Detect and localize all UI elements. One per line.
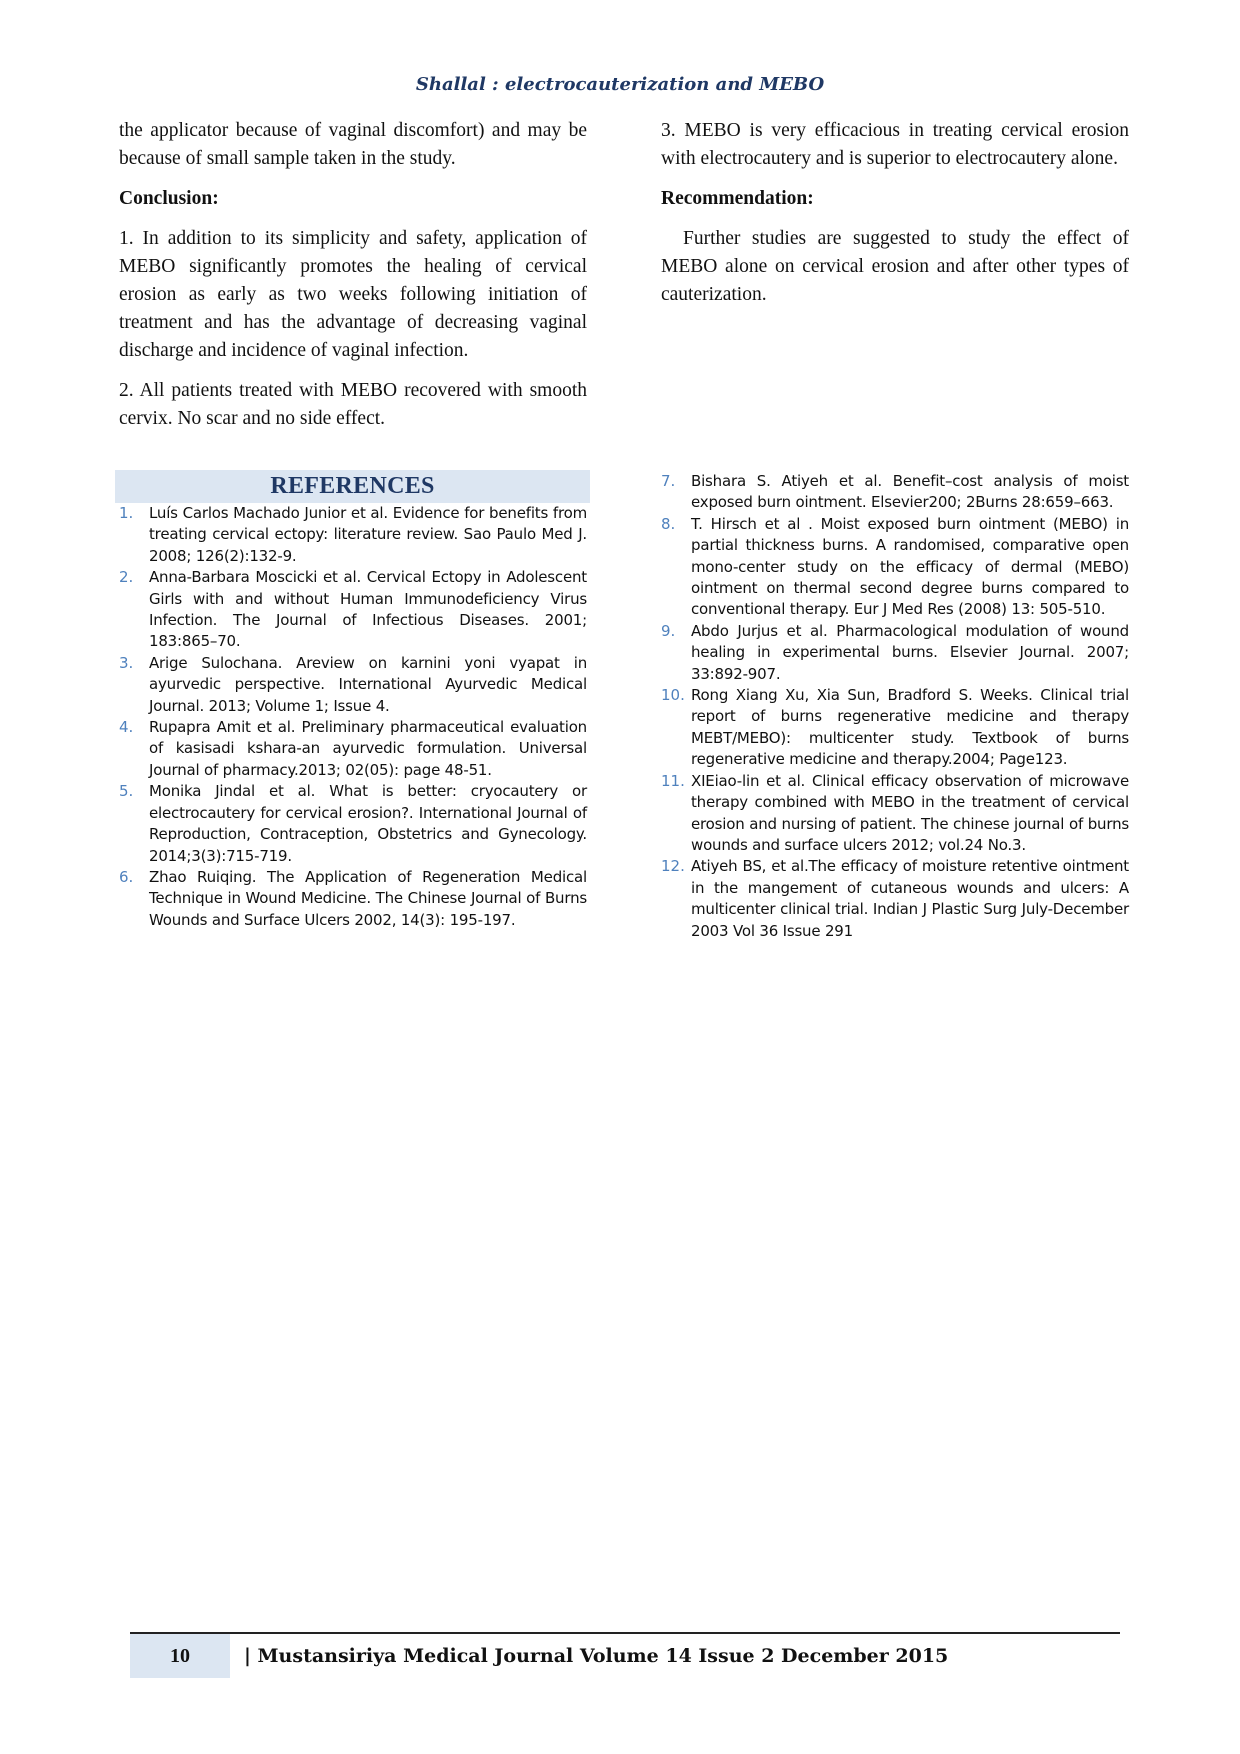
reference-item	[119, 781, 587, 867]
reference-number: 5.	[119, 782, 134, 801]
reference-number: 3.	[119, 653, 134, 672]
left-column-body	[119, 117, 587, 445]
conclusion-item-3: 3. MEBO is very efficacious in treating cervical erosion with electrocautery and is superior to electrocautery alone.	[661, 120, 1129, 169]
reference-item	[661, 471, 1129, 514]
reference-item	[119, 567, 587, 653]
reference-text: T. Hirsch et al . Moist exposed burn ointment (MEBO) in partial thickness burns. A randomised, comparative open mono-center study on the efficacy of dermal (MEBO) ointment on thermal second degree burns compared to conventional therapy. Eur J Med Res (2008) 13: 505-510.	[691, 514, 1129, 619]
reference-text: Bishara S. Atiyeh et al. Benefit–cost analysis of moist exposed burn ointment. Elsevier200; 2Burns 28:659–663.	[691, 472, 1129, 512]
reference-text: Rupapra Amit et al. Preliminary pharmaceutical evaluation of kasisadi kshara-an ayurvedic formulation. Universal Journal of pharmacy.2013; 02(05): page 48-51.	[149, 718, 587, 779]
reference-item	[119, 653, 587, 717]
reference-number: 6.	[119, 867, 134, 886]
reference-text: Zhao Ruiqing. The Application of Regeneration Medical Technique in Wound Medicine. The Chinese Journal of Burns Wounds and Surface Ulcers 2002, 14(3): 195-197.	[149, 867, 587, 929]
reference-number: 12.	[661, 857, 685, 876]
reference-number: 11.	[661, 771, 685, 790]
reference-text: Luís Carlos Machado Junior et al. Evidence for benefits from treating cervical ectopy: literature review. Sao Paulo Med J. 2008; 126(2):132-9.	[149, 504, 587, 565]
reference-text: XIEiao-lin et al. Clinical efficacy observation of microwave therapy combined with MEBO in the treatment of cervical erosion and nursing of patient. The chinese journal of burns wounds and surface ulcers 2012; vol.24 No.3.	[691, 771, 1129, 854]
reference-number: 4.	[119, 718, 134, 737]
reference-text: Atiyeh BS, et al.The efficacy of moisture retentive ointment in the mangement of cutaneous wounds and ulcers: A multicenter clinical trial. Indian J Plastic Surg July-December 2003 Vol 36 Issue 291	[691, 857, 1129, 940]
reference-number: 2.	[119, 568, 134, 587]
reference-number: 9.	[661, 621, 676, 640]
references-list-left	[119, 503, 587, 931]
reference-number: 7.	[661, 472, 676, 490]
references-heading: REFERENCES	[115, 470, 590, 503]
conclusion-item-1: 1. In addition to its simplicity and safety, application of MEBO significantly promotes the healing of cervical erosion as early as two weeks following initiation of treatment and has the advantage of decreasing vaginal discharge and incidence of vaginal infection.	[119, 228, 587, 361]
journal-footer-title: | Mustansiriya Medical Journal Volume 14 Issue 2 December 2015	[244, 1645, 949, 1667]
reference-text: Rong Xiang Xu, Xia Sun, Bradford S. Weeks. Clinical trial report of burns regenerative medicine and therapy MEBT/MEBO): multicenter study. Textbook of burns regenerative medicine and therapy.2004; Page123.	[691, 686, 1129, 769]
reference-number: 10.	[661, 686, 685, 705]
conclusion-item-2: 2. All patients treated with MEBO recovered with smooth cervix. No scar and no side effect.	[119, 380, 587, 429]
continuation-paragraph: the applicator because of vaginal discomfort) and may be because of small sample taken in the study.	[119, 120, 587, 169]
reference-item	[119, 503, 587, 567]
references-list-right	[661, 471, 1129, 942]
recommendation-heading: Recommendation:	[661, 188, 814, 209]
right-column-body	[661, 117, 1129, 321]
reference-item	[661, 771, 1129, 857]
reference-item	[119, 717, 587, 781]
conclusion-heading: Conclusion:	[119, 188, 219, 209]
reference-item	[119, 867, 587, 931]
running-title: Shallal : electrocauterization and MEBO	[415, 74, 825, 95]
recommendation-paragraph: Further studies are suggested to study the effect of MEBO alone on cervical erosion and after other types of cauterization.	[661, 228, 1129, 305]
reference-item	[661, 621, 1129, 685]
reference-item	[661, 514, 1129, 621]
reference-item	[661, 856, 1129, 942]
reference-text: Arige Sulochana. Areview on karnini yoni vyapat in ayurvedic perspective. International Ayurvedic Medical Journal. 2013; Volume 1; Issue 4.	[149, 653, 587, 715]
reference-number: 1.	[119, 504, 134, 522]
reference-item	[661, 685, 1129, 771]
reference-text: Anna-Barbara Moscicki et al. Cervical Ectopy in Adolescent Girls with and without Human Immunodeficiency Virus Infection. The Journal of Infectious Diseases. 2001; 183:865–70.	[149, 568, 587, 651]
reference-number: 8.	[661, 514, 676, 533]
page-number: 10	[130, 1634, 230, 1678]
reference-text: Abdo Jurjus et al. Pharmacological modulation of wound healing in experimental burns. Elsevier Journal. 2007; 33:892-907.	[691, 621, 1129, 683]
reference-text: Monika Jindal et al. What is better: cryocautery or electrocautery for cervical erosion?. International Journal of Reproduction, Contraception, Obstetrics and Gynecology. 2014;3(3):715-719.	[149, 782, 587, 865]
